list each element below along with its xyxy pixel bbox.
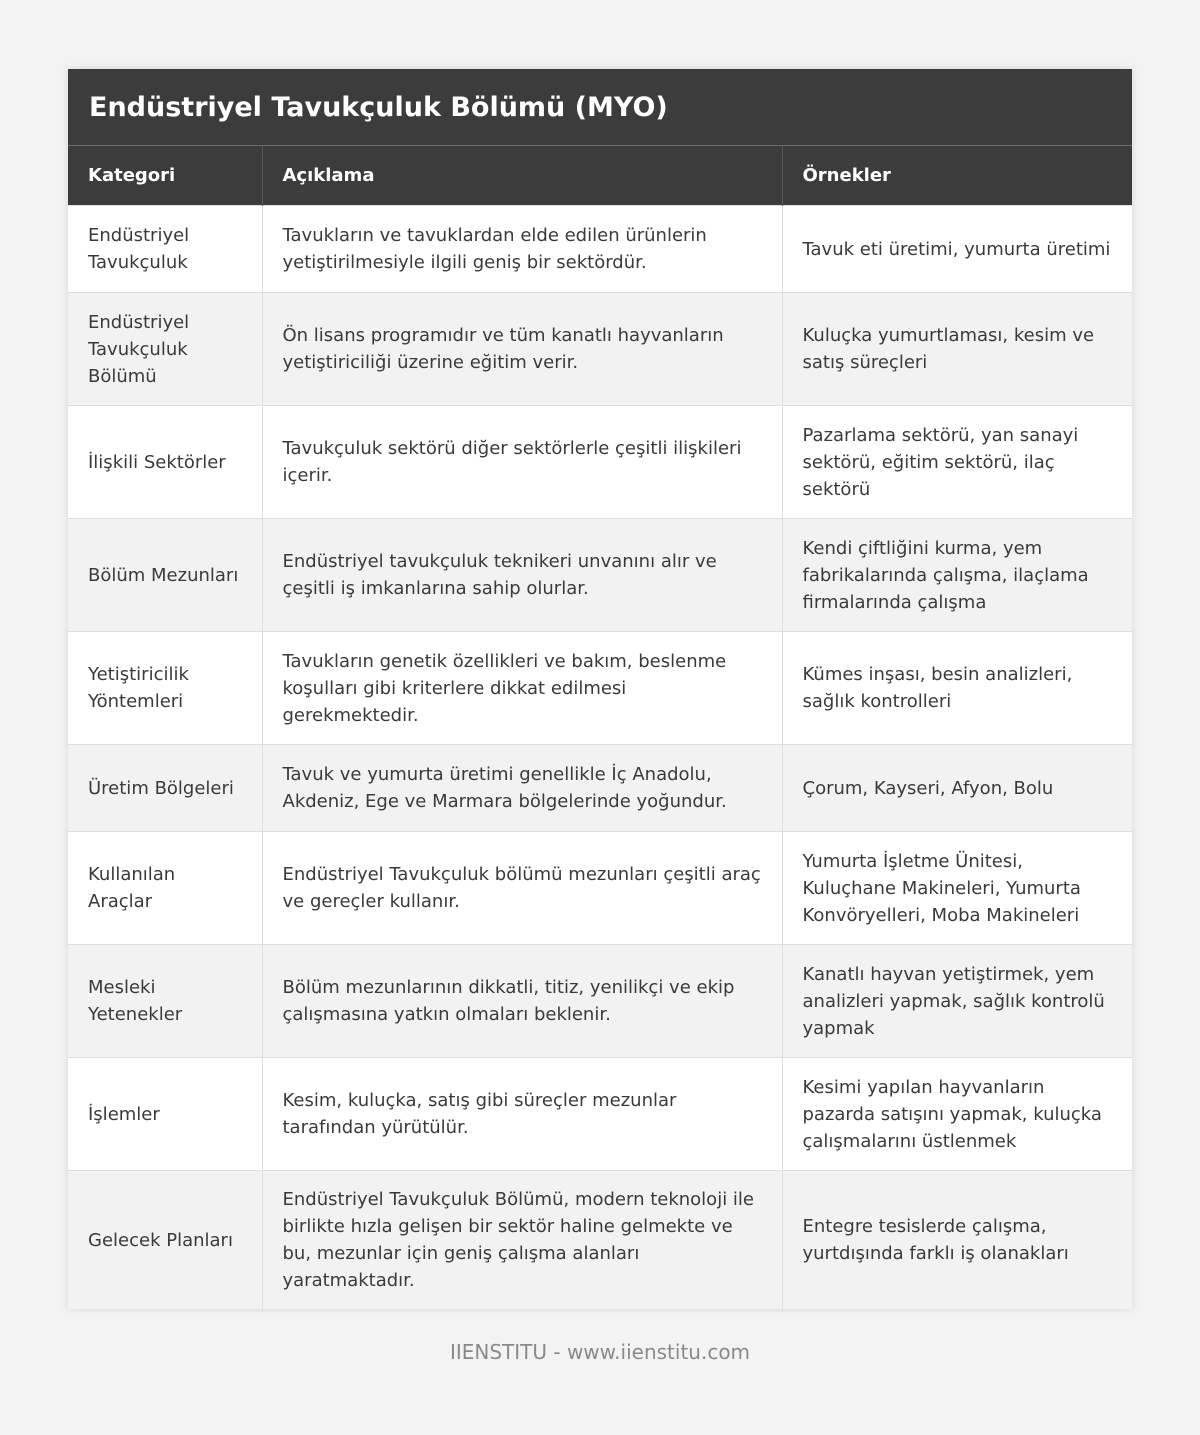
header-kategori: Kategori	[68, 146, 262, 206]
cell-kategori: Gelecek Planları	[68, 1171, 262, 1310]
cell-aciklama: Endüstriyel Tavukçuluk bölümü mezunları çeşitli araç ve gereçler kullanır.	[262, 832, 782, 945]
cell-ornekler: Pazarlama sektörü, yan sanayi sektörü, eğitim sektörü, ilaç sektörü	[782, 406, 1132, 519]
cell-ornekler: Kanatlı hayvan yetiştirmek, yem analizleri yapmak, sağlık kontrolü yapmak	[782, 945, 1132, 1058]
cell-ornekler: Kendi çiftliğini kurma, yem fabrikalarında çalışma, ilaçlama firmalarında çalışma	[782, 519, 1132, 632]
table-card	[68, 69, 1132, 1309]
cell-ornekler: Yumurta İşletme Ünitesi, Kuluçhane Makineleri, Yumurta Konvöryelleri, Moba Makineleri	[782, 832, 1132, 945]
cell-aciklama: Ön lisans programıdır ve tüm kanatlı hayvanların yetiştiriciliği üzerine eğitim verir.	[262, 293, 782, 406]
cell-aciklama: Endüstriyel tavukçuluk teknikeri unvanını alır ve çeşitli iş imkanlarına sahip olurlar.	[262, 519, 782, 632]
footer-credit: IIENSTITU - www.iienstitu.com	[449, 1340, 751, 1364]
table-row	[68, 632, 1132, 745]
cell-kategori: Yetiştiricilik Yöntemleri	[68, 632, 262, 745]
cell-kategori: İşlemler	[68, 1058, 262, 1171]
table-row	[68, 745, 1132, 832]
cell-kategori: Üretim Bölgeleri	[68, 745, 262, 832]
table-row	[68, 1171, 1132, 1310]
table-header-row	[68, 146, 1132, 206]
header-aciklama: Açıklama	[262, 146, 782, 206]
cell-kategori: Bölüm Mezunları	[68, 519, 262, 632]
header-ornekler: Örnekler	[782, 146, 1132, 206]
cell-kategori: Kullanılan Araçlar	[68, 832, 262, 945]
data-table	[68, 146, 1132, 1309]
table-row	[68, 406, 1132, 519]
cell-kategori: Mesleki Yetenekler	[68, 945, 262, 1058]
cell-kategori: Endüstriyel Tavukçuluk Bölümü	[68, 293, 262, 406]
cell-ornekler: Kümes inşası, besin analizleri, sağlık kontrolleri	[782, 632, 1132, 745]
cell-ornekler: Kuluçka yumurtlaması, kesim ve satış süreçleri	[782, 293, 1132, 406]
cell-aciklama: Tavuk ve yumurta üretimi genellikle İç Anadolu, Akdeniz, Ege ve Marmara bölgelerinde yoğundur.	[262, 745, 782, 832]
cell-ornekler: Tavuk eti üretimi, yumurta üretimi	[782, 206, 1132, 293]
title-bar	[68, 69, 1132, 146]
table-row	[68, 206, 1132, 293]
cell-aciklama: Tavukçuluk sektörü diğer sektörlerle çeşitli ilişkileri içerir.	[262, 406, 782, 519]
cell-aciklama: Tavukların ve tavuklardan elde edilen ürünlerin yetiştirilmesiyle ilgili geniş bir sektördür.	[262, 206, 782, 293]
cell-kategori: İlişkili Sektörler	[68, 406, 262, 519]
table-row	[68, 1058, 1132, 1171]
cell-ornekler: Entegre tesislerde çalışma, yurtdışında farklı iş olanakları	[782, 1171, 1132, 1310]
table-row	[68, 519, 1132, 632]
table-row	[68, 945, 1132, 1058]
cell-kategori: Endüstriyel Tavukçuluk	[68, 206, 262, 293]
page-title: Endüstriyel Tavukçuluk Bölümü (MYO)	[89, 91, 668, 123]
table-row	[68, 293, 1132, 406]
cell-ornekler: Çorum, Kayseri, Afyon, Bolu	[782, 745, 1132, 832]
cell-aciklama: Kesim, kuluçka, satış gibi süreçler mezunlar tarafından yürütülür.	[262, 1058, 782, 1171]
cell-ornekler: Kesimi yapılan hayvanların pazarda satışını yapmak, kuluçka çalışmalarını üstlenmek	[782, 1058, 1132, 1171]
cell-aciklama: Bölüm mezunlarının dikkatli, titiz, yenilikçi ve ekip çalışmasına yatkın olmaları beklenir.	[262, 945, 782, 1058]
cell-aciklama: Endüstriyel Tavukçuluk Bölümü, modern teknoloji ile birlikte hızla gelişen bir sektör haline gelmekte ve bu, mezunlar için geniş çalışma alanları yaratmaktadır.	[262, 1171, 782, 1310]
table-row	[68, 832, 1132, 945]
cell-aciklama: Tavukların genetik özellikleri ve bakım, beslenme koşulları gibi kriterlere dikkat edilmesi gerekmektedir.	[262, 632, 782, 745]
